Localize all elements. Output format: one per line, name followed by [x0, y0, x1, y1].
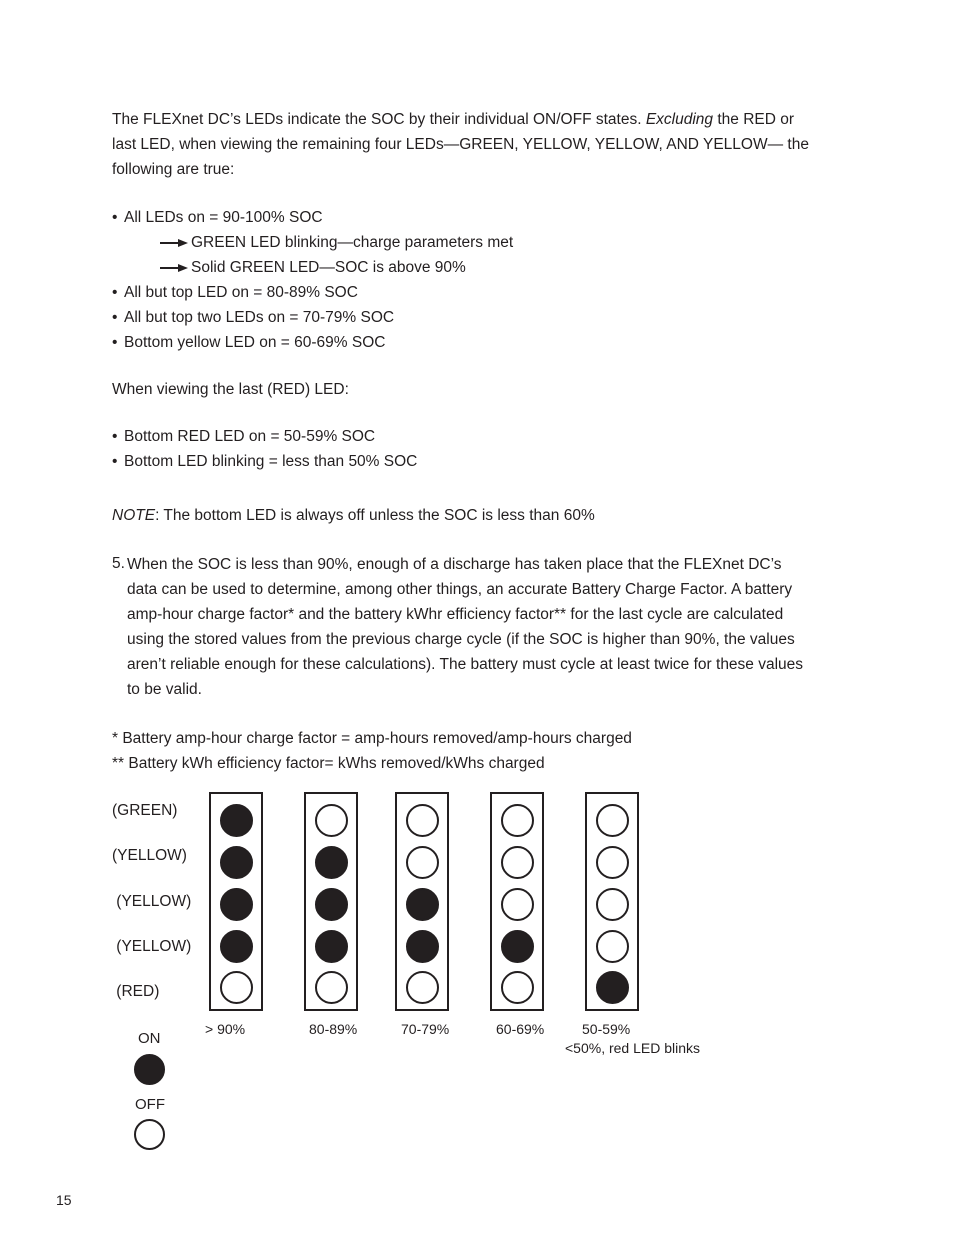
- legend-on-led-icon: [134, 1054, 165, 1085]
- arrow-right-icon: [160, 263, 188, 273]
- led-off-icon: [596, 930, 629, 963]
- note: NOTE: The bottom LED is always off unless the SOC is less than 60%: [112, 507, 595, 524]
- led-off-icon: [501, 804, 534, 837]
- led-on-icon: [220, 930, 253, 963]
- intro-paragraph: The FLEXnet DC’s LEDs indicate the SOC by their individual ON/OFF states. Excluding the RED or last LED, when viewing the remaining four LEDs—GREEN, YELLOW, YELLOW, AND YELLOW— the following are true:: [112, 111, 809, 178]
- led-off-icon: [596, 888, 629, 921]
- led-off-icon: [315, 804, 348, 837]
- led-column: [209, 792, 263, 1011]
- column-label: 80-89%: [309, 1021, 358, 1037]
- led-off-icon: [501, 888, 534, 921]
- red-led-intro: When viewing the last (RED) LED:: [112, 381, 349, 398]
- legend-off-led-icon: [134, 1119, 165, 1150]
- led-column: [585, 792, 639, 1011]
- blink-note: <50%, red LED blinks: [565, 1040, 701, 1056]
- led-on-icon: [315, 888, 348, 921]
- legend-off-label: OFF: [135, 1096, 165, 1113]
- row-label-red: (RED): [112, 983, 160, 1000]
- led-on-icon: [501, 930, 534, 963]
- intro-emphasis: Excluding: [645, 111, 714, 128]
- row-label-green: (GREEN): [112, 802, 178, 819]
- led-on-icon: [220, 846, 253, 879]
- led-on-icon: [406, 930, 439, 963]
- step-5-text: When the SOC is less than 90%, enough of a discharge has taken place that the FLEXnet DC’s data can be used to determine, among other things, an accurate Battery Charge Factor. A battery amp-hour charge factor* and the battery kWhr efficiency factor** for the last cycle are calculated using the stored values from the previous charge cycle (if the SOC is higher than 90%, the values aren’t reliable enough for these calculations). The battery must cycle at least twice for these values to be valid.: [127, 556, 804, 698]
- led-off-icon: [406, 846, 439, 879]
- footnote-efficiency-factor: ** Battery kWh efficiency factor= kWhs removed/kWhs charged: [112, 755, 545, 772]
- bullet-item: • Bottom yellow LED on = 60-69% SOC: [112, 334, 386, 351]
- bullet-item: • All LEDs on = 90-100% SOC: [112, 209, 323, 226]
- led-column: [395, 792, 449, 1011]
- column-label: 70-79%: [401, 1021, 450, 1037]
- led-on-icon: [220, 804, 253, 837]
- led-off-icon: [501, 846, 534, 879]
- led-on-icon: [406, 888, 439, 921]
- led-column: [490, 792, 544, 1011]
- footnote-charge-factor: * Battery amp-hour charge factor = amp-hours removed/amp-hours charged: [112, 730, 632, 747]
- row-label-yellow: (YELLOW): [112, 847, 187, 864]
- led-off-icon: [596, 804, 629, 837]
- led-on-icon: [315, 930, 348, 963]
- bullet-item: • Bottom RED LED on = 50-59% SOC: [112, 428, 376, 445]
- led-on-icon: [596, 971, 629, 1004]
- led-off-icon: [596, 846, 629, 879]
- led-off-icon: [406, 804, 439, 837]
- row-label-yellow: (YELLOW): [112, 938, 192, 955]
- led-off-icon: [406, 971, 439, 1004]
- step-number: 5.: [112, 555, 125, 572]
- bullet-item: • Bottom LED blinking = less than 50% SOC: [112, 453, 418, 470]
- sub-item: GREEN LED blinking—charge parameters met: [160, 233, 513, 253]
- led-off-icon: [220, 971, 253, 1004]
- page-number: 15: [56, 1192, 72, 1208]
- led-column: [304, 792, 358, 1011]
- column-label: > 90%: [205, 1021, 246, 1037]
- row-label-yellow: (YELLOW): [112, 893, 192, 910]
- led-off-icon: [501, 971, 534, 1004]
- column-label: 50-59%: [582, 1021, 631, 1037]
- arrow-right-icon: [160, 238, 188, 248]
- led-on-icon: [220, 888, 253, 921]
- column-label: 60-69%: [496, 1021, 545, 1037]
- bullet-item: • All but top LED on = 80-89% SOC: [112, 284, 358, 301]
- led-on-icon: [315, 846, 348, 879]
- legend-on-label: ON: [138, 1030, 161, 1047]
- sub-item: Solid GREEN LED—SOC is above 90%: [160, 258, 466, 278]
- note-label: NOTE: [112, 507, 156, 524]
- led-off-icon: [315, 971, 348, 1004]
- bullet-item: • All but top two LEDs on = 70-79% SOC: [112, 309, 395, 326]
